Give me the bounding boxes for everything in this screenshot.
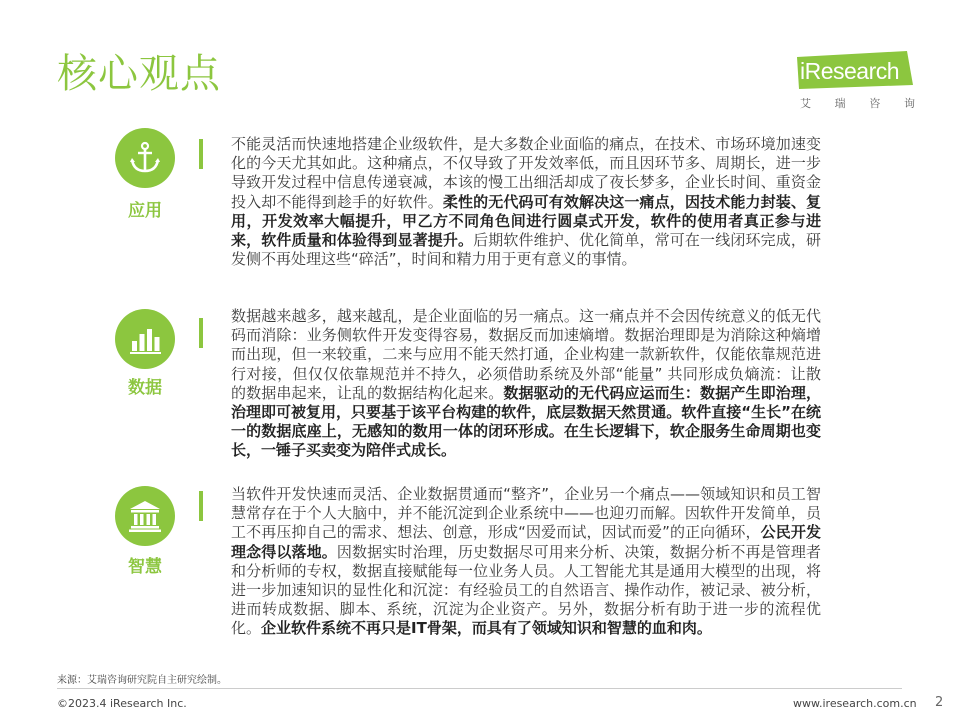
page-title: 核心观点 <box>57 51 221 97</box>
bank-building-icon <box>115 486 175 546</box>
text-segment: 当软件开发快速而灵活、企业数据贯通而“整齐”，企业另一个痛点——领域知识和员工智慧常存在于个人大脑中，并不能沉淀到企业系统中——也迎刃而解。因软件开发简单，员工不再压抑自己的需求、想法、创意，形成“因爱而试，因试而爱”的正向循环， <box>231 485 821 542</box>
section-divider-bar <box>199 318 203 348</box>
page-number: 2 <box>935 695 944 710</box>
section-paragraph-application <box>231 135 821 269</box>
anchor-icon <box>115 128 175 188</box>
bar-chart-icon <box>115 309 175 369</box>
section-paragraph-data <box>231 307 821 461</box>
text-segment-bold: 数据驱动的无代码应运而生：数据产生即治理，治理即可被复用，只要基于该平台构建的软件，底层数据天然贯通。软件直接“生长”在统一的数据底座上，无感知的数用一体的闭环形成。在生长逻辑下，软企服务生命周期也变长，一锤子买卖变为陪伴式成长。 <box>231 383 821 460</box>
text-segment-bold: 公民开发理念得以落地。 <box>231 523 821 561</box>
logo-sub-char: 咨 <box>869 97 881 110</box>
source-note: 来源：艾瑞咨询研究院自主研究绘制。 <box>57 675 227 686</box>
logo-sub-char: 瑞 <box>834 97 846 110</box>
section-label-data: 数据 <box>128 378 162 398</box>
section-divider-bar <box>199 139 203 169</box>
section-divider-bar <box>199 491 203 521</box>
section-label-wisdom: 智慧 <box>128 557 162 577</box>
logo-sub-char: 询 <box>903 97 915 110</box>
text-segment: 数据越来越多，越来越乱，是企业面临的另一痛点。这一痛点并不会因传统意义的低无代码而消除：业务侧软件开发变得容易，数据反而加速熵增。数据治理即是为消除这种熵增而出现，但一来较重，二来与应用不能天然打通，企业构建一款新软件，仅能依靠规范进行对接，但仅仅依靠规范并不持久，必须借助系统及外部“能量” 共同形成负熵流：让散的数据串起来，让乱的数据结构化起来。 <box>231 307 821 402</box>
footer-divider <box>57 688 902 689</box>
copyright-text: ©2023.4 iResearch Inc. <box>57 697 187 710</box>
logo-sub-char: 艾 <box>800 97 811 110</box>
text-segment: 后期软件维护、优化简单，常可在一线闭环完成，研发侧不再处理这些“碎活”，时间和精力用于更有意义的事情。 <box>231 231 821 269</box>
text-segment-bold: 企业软件系统不再只是IT骨架，而具有了领域知识和智慧的血和肉。 <box>261 619 712 638</box>
section-paragraph-wisdom <box>231 485 821 639</box>
text-segment-bold: 柔性的无代码可有效解决这一痛点，因技术能力封装、复用，开发效率大幅提升，甲乙方不同角色间进行圆桌式开发，软件的使用者真正参与进来，软件质量和体验得到显著提升。 <box>231 192 821 250</box>
logo-subtitle <box>800 95 915 111</box>
text-segment: 不能灵活而快速地搭建企业级软件，是大多数企业面临的痛点，在技术、市场环境加速变化的今天尤其如此。这种痛点，不仅导致了开发效率低，而且因环节多、周期长，进一步导致开发过程中信息传递衰减，本该的慢工出细活却成了夜长梦多，企业长时间、重资金投入却不能得到趁手的好软件。 <box>231 135 821 211</box>
logo-text: iResearch <box>800 58 900 84</box>
section-label-application: 应用 <box>128 201 162 221</box>
text-segment: 因数据实时治理，历史数据尽可用来分析、决策，数据分析不再是管理者和分析师的专权，数据直接赋能每一位业务人员。人工智能尤其是通用大模型的出现，将进一步加速知识的显性化和沉淀：有经验员工的自然语言、操作动作，被记录、被分析，进而转成数据、脚本、系统，沉淀为企业资产。另外，数据分析有助于进一步的流程优化。 <box>231 542 821 638</box>
website-link[interactable]: www.iresearch.com.cn <box>793 697 917 710</box>
